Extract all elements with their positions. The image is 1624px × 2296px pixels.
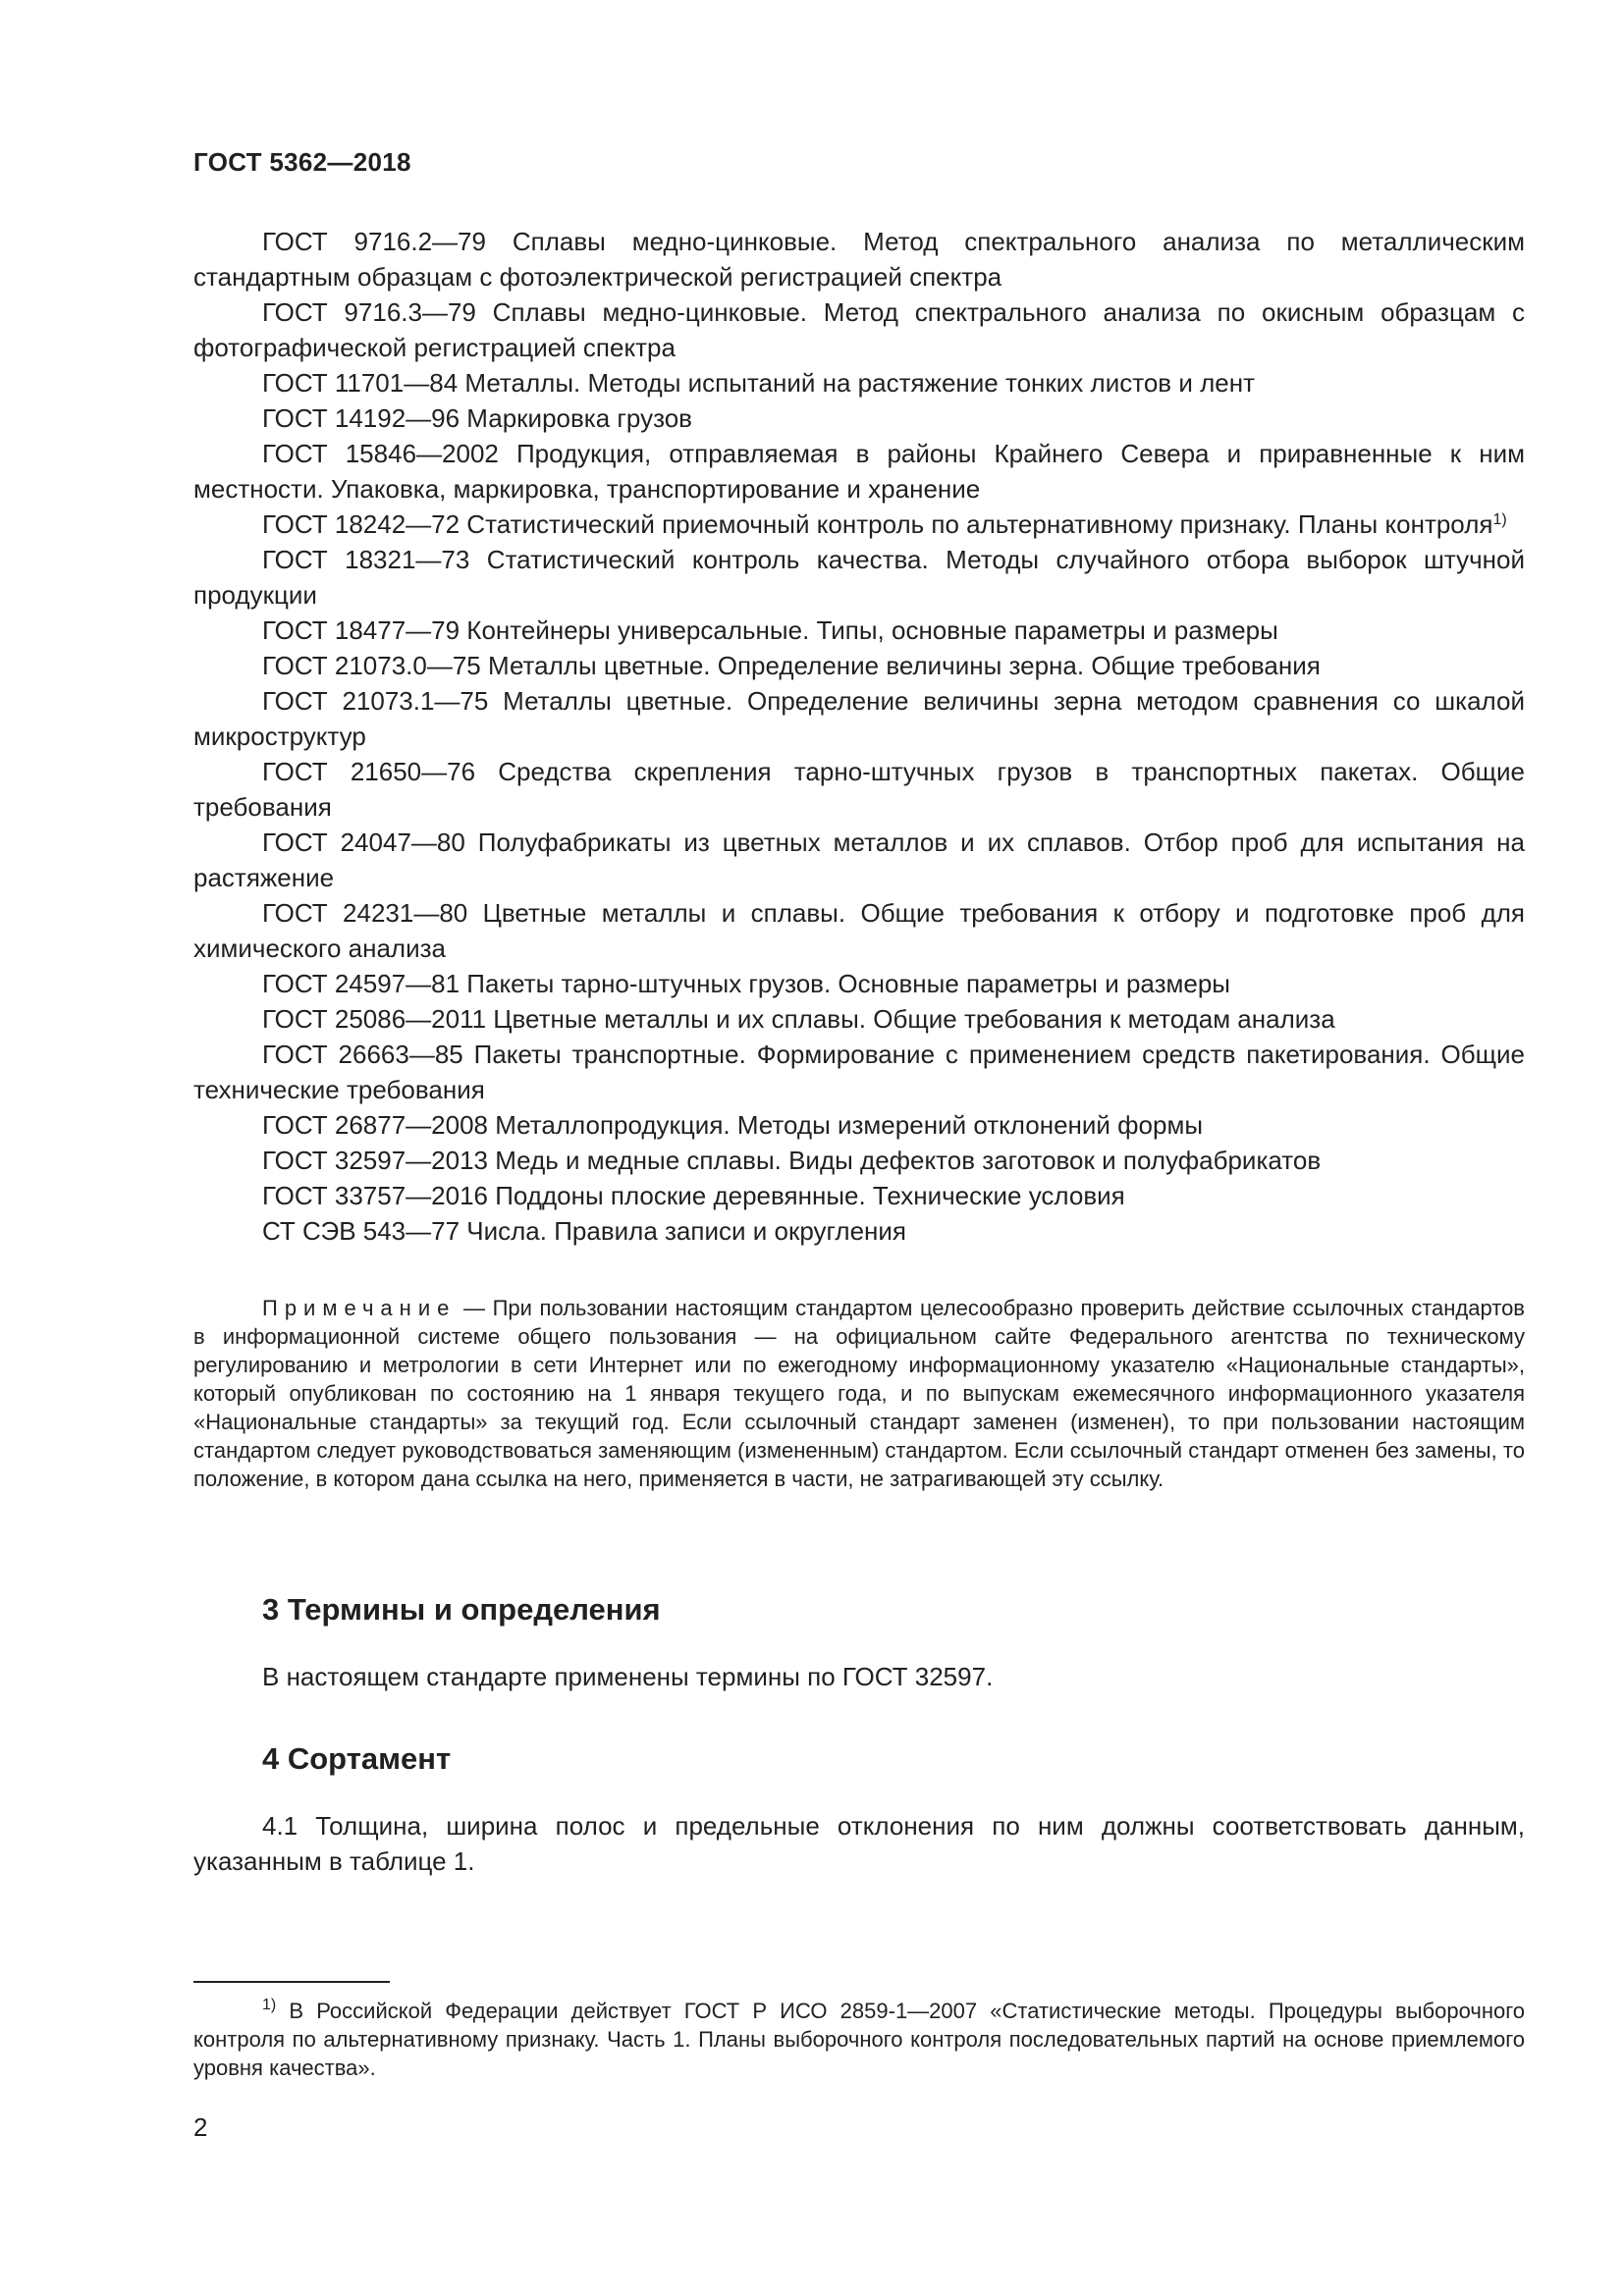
section-4-text: 4.1 Толщина, ширина полос и предельные отклонения по ним должны соответствовать данным, указанным в таблице 1. — [193, 1811, 1525, 1876]
reference-item: СТ СЭВ 543—77 Числа. Правила записи и округления — [262, 1216, 906, 1246]
normative-references-list — [193, 224, 1525, 1249]
reference-item: ГОСТ 14192—96 Маркировка грузов — [262, 403, 692, 433]
reference-item: ГОСТ 24597—81 Пакеты тарно-штучных грузов. Основные параметры и размеры — [262, 969, 1230, 998]
note-text: — При пользовании настоящим стандартом целесообразно проверить действие ссылочных стандартов в информационной системе общего пользования — на официальном сайте Федерального агентства по техническому регулированию и метрологии в сети Интернет или по ежегодному информационному указателю «Национальные стандарты», который опубликован по состоянию на 1 января текущего года, и по выпускам ежемесячного информационного указателя «Национальные стандарты» за текущий год. Если ссылочный стандарт заменен (изменен), то при пользовании настоящим стандартом следует руководствоваться заменяющим (измененным) стандартом. Если ссылочный стандарт отменен без замены, то положение, в котором дана ссылка на него, применяется в части, не затрагивающей эту ссылку. — [193, 1296, 1525, 1491]
reference-item: ГОСТ 24047—80 Полуфабрикаты из цветных металлов и их сплавов. Отбор проб для испытания на растяжение — [193, 828, 1525, 892]
footnote-marker: 1) — [1492, 511, 1507, 528]
reference-item: ГОСТ 26663—85 Пакеты транспортные. Формирование с применением средств пакетирования. Общие технические требования — [193, 1040, 1525, 1104]
reference-item: ГОСТ 26877—2008 Металлопродукция. Методы измерений отклонений формы — [262, 1110, 1204, 1140]
reference-item: ГОСТ 25086—2011 Цветные металлы и их сплавы. Общие требования к методам анализа — [262, 1004, 1335, 1034]
reference-item: ГОСТ 21073.1—75 Металлы цветные. Определение величины зерна методом сравнения со шкалой микроструктур — [193, 686, 1525, 751]
footnote — [193, 1997, 1525, 2082]
reference-item: ГОСТ 18321—73 Статистический контроль качества. Методы случайного отбора выборок штучной продукции — [193, 545, 1525, 610]
footnote-text: В Российской Федерации действует ГОСТ Р ИСО 2859-1—2007 «Статистические методы. Процедуры выборочного контроля по альтернативному признаку. Часть 1. Планы выборочного контроля последовательных партий на основе приемлемого уровня качества». — [193, 1999, 1525, 2080]
reference-item: ГОСТ 24231—80 Цветные металлы и сплавы. Общие требования к отбору и подготовке проб для химического анализа — [193, 898, 1525, 963]
reference-item: ГОСТ 9716.3—79 Сплавы медно-цинковые. Метод спектрального анализа по окисным образцам с фотографической регистрацией спектра — [193, 297, 1525, 362]
reference-item: ГОСТ 18477—79 Контейнеры универсальные. Типы, основные параметры и размеры — [262, 615, 1278, 645]
reference-item: ГОСТ 21650—76 Средства скрепления тарно-штучных грузов в транспортных пакетах. Общие требования — [193, 757, 1525, 822]
section-4-heading: 4 Сортамент — [262, 1741, 452, 1776]
note-paragraph — [193, 1294, 1525, 1493]
footnote-divider — [193, 1981, 390, 1983]
reference-item: ГОСТ 9716.2—79 Сплавы медно-цинковые. Метод спектрального анализа по металлическим стандартным образцам с фотоэлектрической регистрацией спектра — [193, 227, 1525, 292]
page-number: 2 — [193, 2112, 208, 2142]
footnote-marker: 1) — [262, 1997, 277, 2013]
reference-item-with-footnote — [193, 507, 1525, 542]
section-3-heading: 3 Термины и определения — [262, 1592, 661, 1627]
reference-item: ГОСТ 15846—2002 Продукция, отправляемая в районы Крайнего Севера и приравненные к ним местности. Упаковка, маркировка, транспортирование и хранение — [193, 439, 1525, 504]
reference-item: ГОСТ 11701—84 Металлы. Методы испытаний на растяжение тонких листов и лент — [262, 368, 1255, 398]
reference-item-text: ГОСТ 18242—72 Статистический приемочный контроль по альтернативному признаку. Планы контроля — [262, 509, 1493, 539]
reference-item: ГОСТ 32597—2013 Медь и медные сплавы. Виды дефектов заготовок и полуфабрикатов — [262, 1146, 1322, 1175]
reference-item: ГОСТ 33757—2016 Поддоны плоские деревянные. Технические условия — [262, 1181, 1125, 1210]
section-3-text: В настоящем стандарте применены термины по ГОСТ 32597. — [262, 1662, 994, 1691]
note-label: Примечание — [262, 1296, 457, 1320]
document-header-title: ГОСТ 5362—2018 — [193, 147, 411, 177]
reference-item: ГОСТ 21073.0—75 Металлы цветные. Определение величины зерна. Общие требования — [262, 651, 1321, 680]
